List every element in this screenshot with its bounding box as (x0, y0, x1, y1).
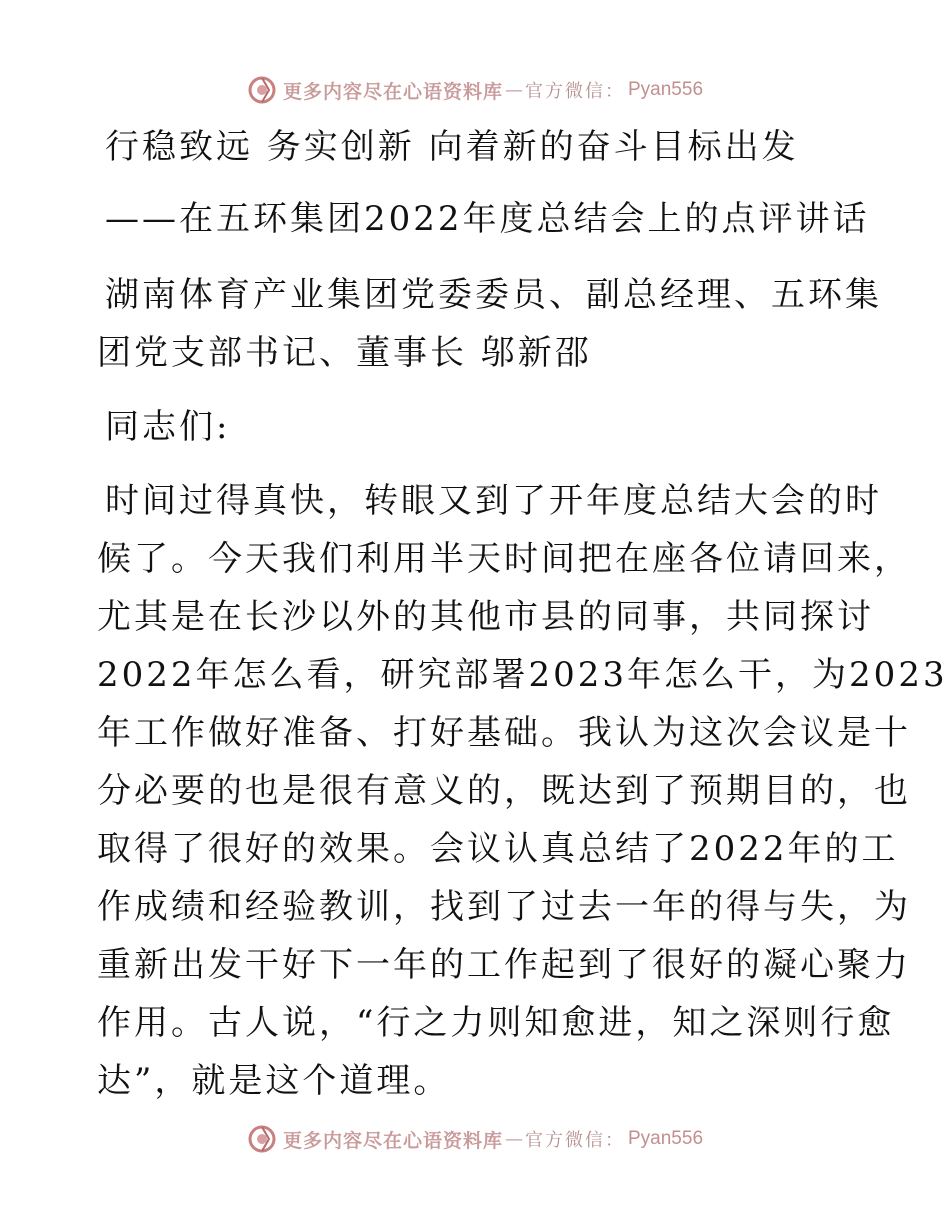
paragraph-line: 作成绩和经验教训，找到了过去一年的得与失，为 (97, 887, 911, 927)
paragraph-line: 重新出发干好下一年的工作起到了很好的凝心聚力 (97, 945, 911, 985)
banner-main-text: 更多内容尽在心语资料库 (282, 80, 503, 103)
document-title: 行稳致远 务实创新 向着新的奋斗目标出发 (105, 127, 799, 167)
brand-logo-icon (247, 1124, 277, 1154)
banner-wechat-id: Pyan556 (628, 79, 704, 100)
paragraph-line: 候了。今天我们利用半天时间把在座各位请回来， (97, 539, 911, 579)
banner-separator: — (505, 79, 523, 101)
footer-watermark-banner (0, 1121, 950, 1157)
paragraph-line: 2022年怎么看，研究部署2023年怎么干，为2023 (97, 655, 948, 695)
salutation: 同志们: (105, 407, 231, 447)
paragraph-line: 作用。古人说，“行之力则知愈进，知之深则行愈 (97, 1003, 895, 1043)
banner-separator: — (505, 1128, 523, 1150)
paragraph-line: 年工作做好准备、打好基础。我认为这次会议是十 (97, 713, 911, 753)
header-watermark-banner (0, 72, 950, 108)
banner-wechat-label: 官方微信： (525, 81, 625, 102)
banner-main-text: 更多内容尽在心语资料库 (282, 1129, 503, 1152)
paragraph-line: 取得了很好的效果。会议认真总结了2022年的工 (97, 829, 899, 869)
brand-logo-icon (247, 75, 277, 105)
banner-wechat-label: 官方微信： (525, 1130, 625, 1151)
paragraph-line: 时间过得真快，转眼又到了开年度总结大会的时 (105, 481, 882, 521)
speaker-line: 团党支部书记、董事长 邬新邵 (97, 333, 592, 373)
paragraph-line: 尤其是在长沙以外的其他市县的同事，共同探讨 (97, 597, 874, 637)
speaker-line: 湖南体育产业集团党委委员、副总经理、五环集 (105, 275, 882, 315)
document-subtitle: ——在五环集团2022年度总结会上的点评讲话 (105, 199, 870, 239)
paragraph-line: 达”，就是这个道理。 (97, 1061, 451, 1101)
paragraph-line: 分必要的也是很有意义的，既达到了预期目的，也 (97, 771, 911, 811)
banner-wechat-id: Pyan556 (628, 1128, 704, 1149)
